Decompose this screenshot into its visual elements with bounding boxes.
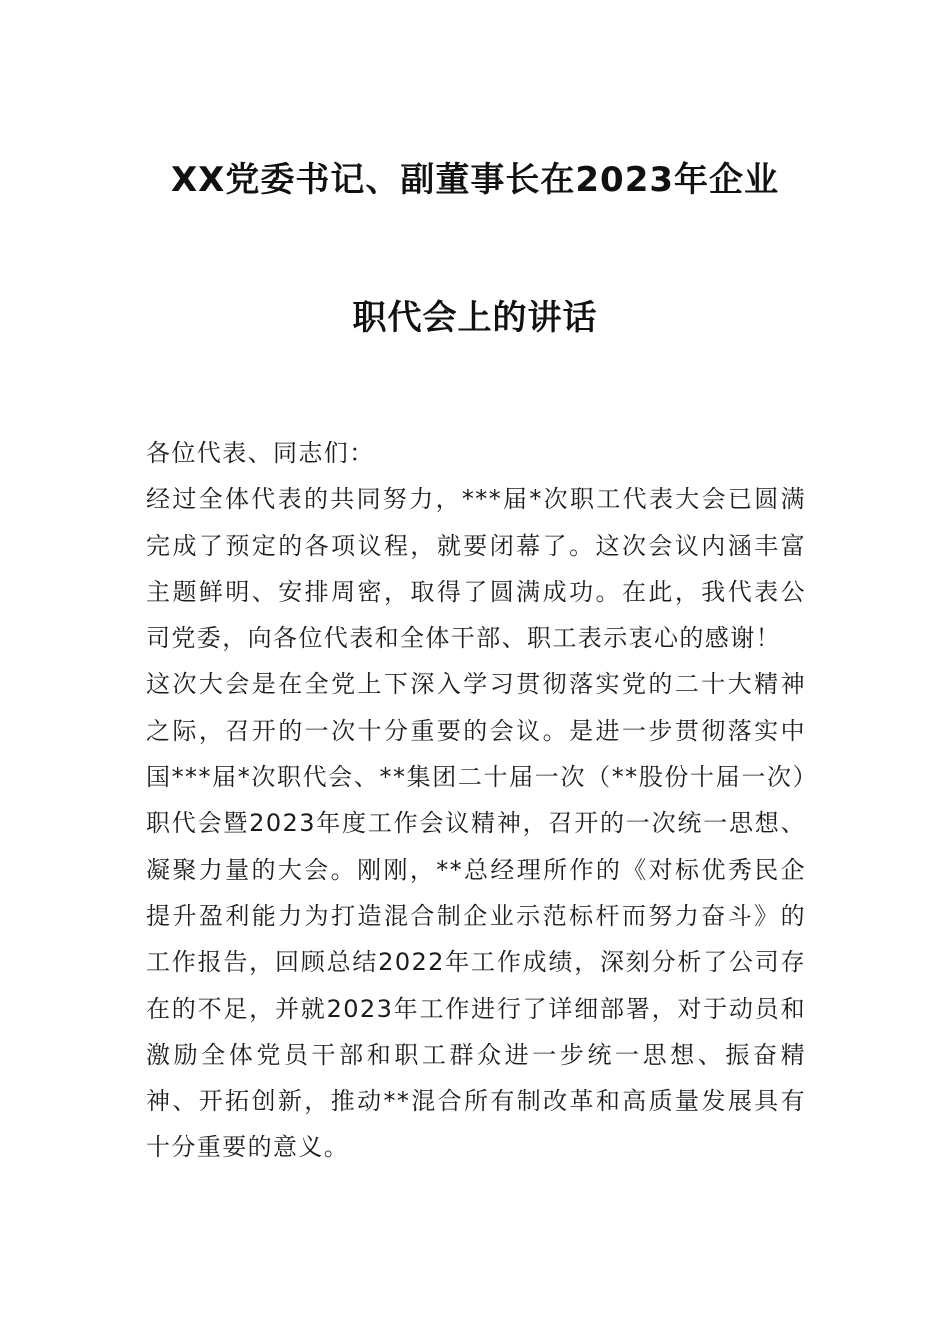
- salutation: 各位代表、同志们：: [146, 439, 375, 467]
- document-body: [146, 430, 806, 1171]
- paragraph-2: 这次大会是在全党上下深入学习贯彻落实党的二十大精神之际，召开的一次十分重要的会议。是进一步贯彻落实中国***届*次职代会、**集团二十届一次（**股份十届一次）职代会暨2023年度工作会议精神，召开的一次统一思想、凝聚力量的大会。刚刚，**总经理所作的《对标优秀民企提升盈利能力为打造混合制企业示范标杆而努力奋斗》的工作报告，回顾总结2022年工作成绩，深刻分析了公司存在的不足，并就2023年工作进行了详细部署，对于动员和激励全体党员干部和职工群众进一步统一思想、振奋精神、开拓创新，推动**混合所有制改革和高质量发展具有十分重要的意义。: [146, 670, 806, 1162]
- document-title-line-2: 职代会上的讲话: [352, 298, 598, 338]
- document-title-line-1: XX党委书记、副董事长在2023年企业: [170, 160, 780, 200]
- paragraph-1: 经过全体代表的共同努力，***届*次职工代表大会已圆满完成了预定的各项议程，就要闭幕了。这次会议内涵丰富主题鲜明、安排周密，取得了圆满成功。在此，我代表公司党委，向各位代表和全体干部、职工表示衷心的感谢！: [146, 485, 806, 653]
